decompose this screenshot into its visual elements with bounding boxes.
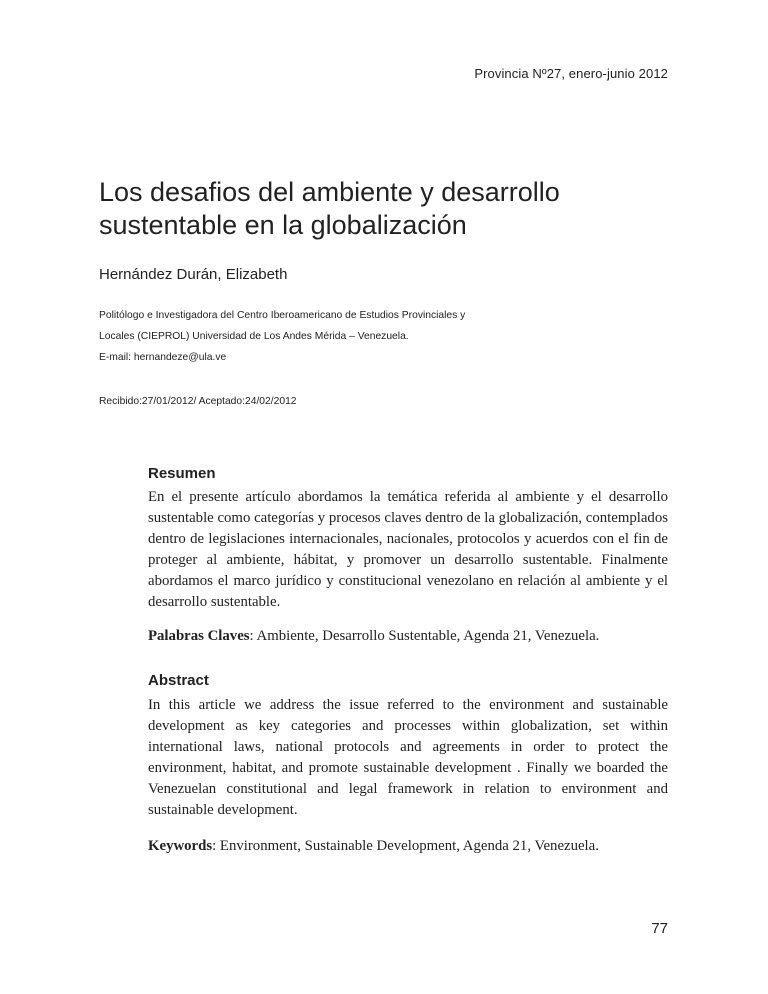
resumen-keywords bbox=[148, 626, 688, 647]
article-title: Los desafios del ambiente y desarrollo sustentable en la globalización bbox=[99, 177, 560, 240]
keywords-list: : Ambiente, Desarrollo Sustentable, Agenda 21, Venezuela. bbox=[249, 628, 600, 644]
keywords-label: Keywords bbox=[148, 838, 213, 854]
author-affiliation bbox=[99, 305, 619, 368]
abstract-heading: Abstract bbox=[148, 672, 209, 689]
author-email: E-mail: hernandeze@ula.ve bbox=[99, 352, 227, 363]
keywords-list: : Environment, Sustainable Development, Agenda 21, Venezuela. bbox=[212, 838, 599, 854]
resumen-heading: Resumen bbox=[148, 465, 216, 482]
keywords-label: Palabras Claves bbox=[148, 628, 250, 644]
received-accepted-dates: Recibido:27/01/2012/ Aceptado:24/02/2012 bbox=[99, 396, 297, 407]
resumen-body: En el presente artículo abordamos la temática referida al ambiente y el desarrollo sustentable como categorías y procesos claves dentro de la globalización, contemplados dentro de legislaciones internacionales, nacionales, protocolos y acuerdos con el fin de proteger al ambiente, hábitat, y promover un desarrollo sustentable. Finalmente abordamos el marco jurídico y constitucional venezolano en relación al ambiente y el desarrollo sustentable. bbox=[148, 489, 668, 610]
abstract-body: In this article we address the issue referred to the environment and sustainable development as key categories and processes within globalization, set within international laws, national protocols and agreements in order to protect the environment, habitat, and promote sustainable development . Finally we boarded the Venezuelan constitutional and legal framework in relation to environment and sustainable development. bbox=[148, 697, 668, 818]
affiliation-line: Politólogo e Investigadora del Centro Iberoamericano de Estudios Provinciales y bbox=[99, 310, 466, 321]
author-name: Hernández Durán, Elizabeth bbox=[99, 266, 288, 283]
affiliation-line: Locales (CIEPROL) Universidad de Los Andes Mérida – Venezuela. bbox=[99, 331, 409, 342]
page-number: 77 bbox=[651, 920, 668, 937]
running-header: Provincia Nº27, enero-junio 2012 bbox=[474, 66, 668, 81]
abstract-keywords bbox=[148, 836, 688, 857]
